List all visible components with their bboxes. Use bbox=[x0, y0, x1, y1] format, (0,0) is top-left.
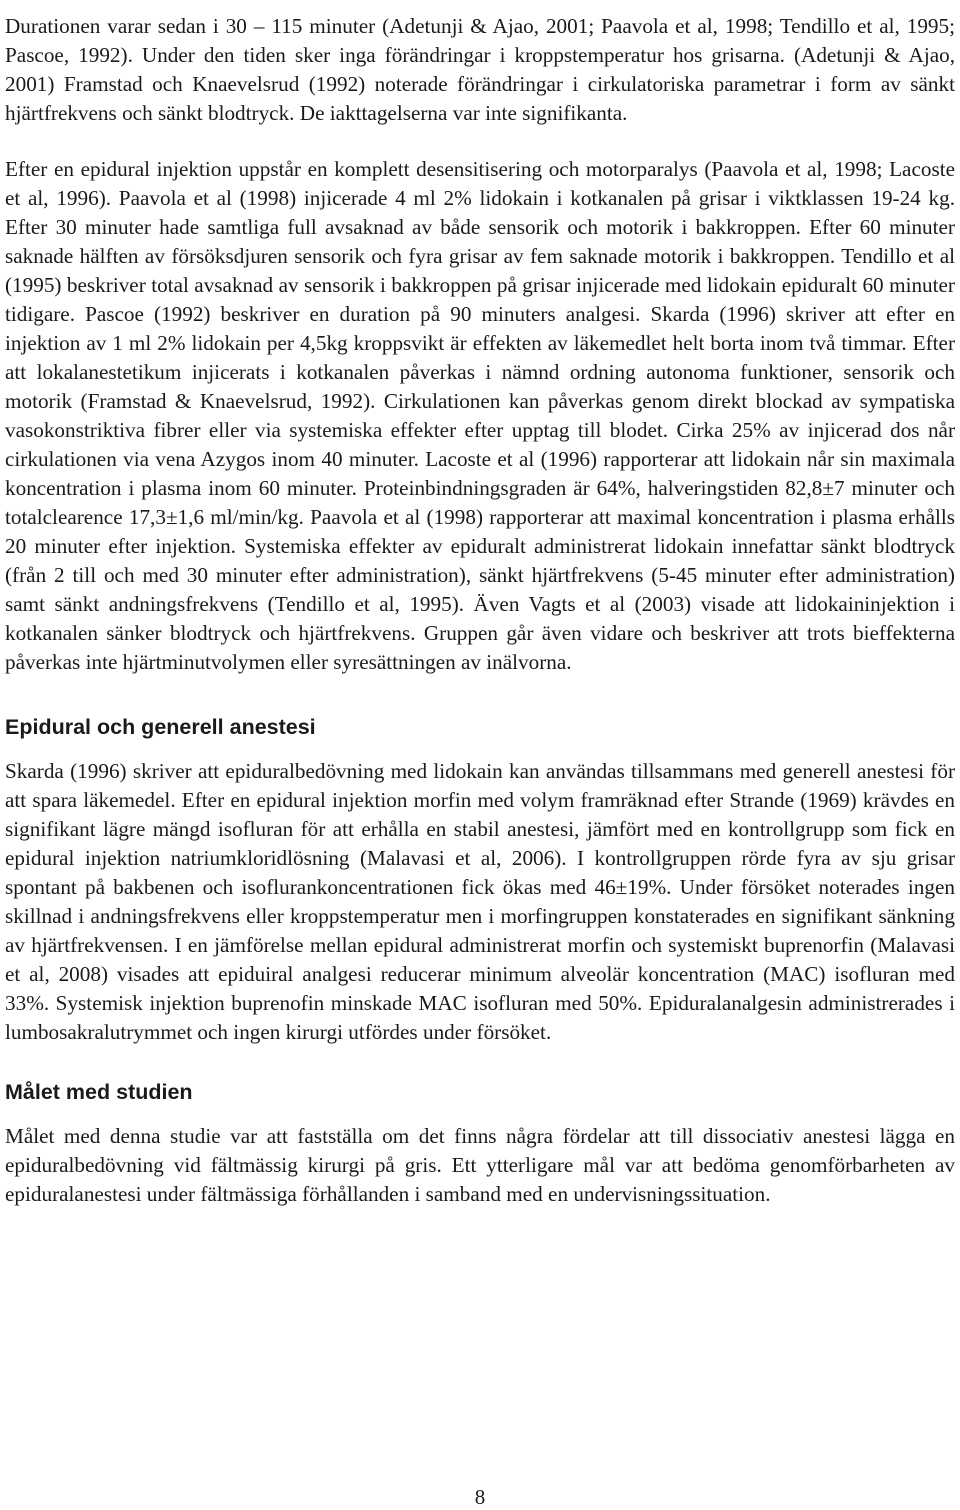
section-heading-epidural-general-anesthesia: Epidural och generell anestesi bbox=[5, 715, 316, 739]
body-paragraph-epidural-general-anesthesia: Skarda (1996) skriver att epiduralbedövning med lidokain kan användas tillsammans med generell anestesi för att spara läkemedel. Efter en epidural injektion morfin med volym framräknad efter Strande (1969) krävdes en signifikant lägre mängd isofluran för att erhålla en stabil anestesi, jämfört med en kontrollgrupp som fick en epidural injektion natriumkloridlösning (Malavasi et al, 2006). I kontrollgruppen rörde fyra av sju grisar spontant på bakbenen och isoflurankoncentrationen fick ökas med 46±19%. Under försöket noterades ingen skillnad i andningsfrekvens eller kroppstemperatur men i morfingruppen konstaterades en signifikant sänkning av hjärtfrekvensen. I en jämförelse mellan epidural administrerat morfin och systemiskt buprenorfin (Malavasi et al, 2008) visades att epiduiral analgesi reducerar minimum alveolär koncentration (MAC) isofluran med 33%. Systemisk injektion buprenofin minskade MAC isofluran med 50%. Epiduralanalgesin administrerades i lumbosakralutrymmet och ingen kirurgi utfördes under försöket. bbox=[5, 759, 955, 1044]
body-paragraph-study-aim: Målet med denna studie var att fastställa om det finns några fördelar att till dissociativ anestesi lägga en epiduralbedövning vid fältmässig kirurgi på gris. Ett ytterligare mål var att bedöma genomförbarheten av epiduralanestesi under fältmässiga förhållanden i samband med en undervisningssituation. bbox=[5, 1124, 955, 1206]
body-paragraph-duration: Durationen varar sedan i 30 – 115 minuter (Adetunji & Ajao, 2001; Paavola et al, 1998; Tendillo et al, 1995; Pascoe, 1992). Under den tiden sker inga förändringar i kroppstemperatur hos grisarna. (Adetunji & Ajao, 2001) Framstad och Knaevelsrud (1992) noterade förändringar i cirkulatoriska parametrar i form av sänkt hjärtfrekvens och sänkt blodtryck. De iakttagelserna var inte signifikanta. bbox=[5, 14, 955, 125]
document-page bbox=[5, 0, 955, 1209]
section-heading-study-aim: Målet med studien bbox=[5, 1080, 193, 1104]
page-number: 8 bbox=[474, 1485, 486, 1509]
body-paragraph-epidural-injection: Efter en epidural injektion uppstår en komplett desensitisering och motorparalys (Paavola et al, 1998; Lacoste et al, 1996). Paavola et al (1998) injicerade 4 ml 2% lidokain i kotkanalen på grisar i viktklassen 19-24 kg. Efter 30 minuter hade samtliga full avsaknad av både sensorik och motorik i bakkroppen. Efter 60 minuter saknade hälften av försöksdjuren sensorik och fyra grisar av fem saknade motorik i bakkroppen. Tendillo et al (1995) beskriver total avsaknad av sensorik i bakkroppen på grisar injicerade med lidokain epiduralt 60 minuter tidigare. Pascoe (1992) beskriver en duration på 90 minuters analgesi. Skarda (1996) skriver att efter en injektion av 1 ml 2% lidokain per 4,5kg kroppsvikt är effekten av läkemedlet helt borta inom två timmar. Efter att lokalanestetikum injicerats i kotkanalen påverkas i nämnd ordning autonoma funktioner, sensorik och motorik (Framstad & Knaevelsrud, 1992). Cirkulationen kan påverkas genom direkt blockad av sympatiska vasokonstriktiva fibrer eller via systemiska effekter efter upptag till blodet. Cirka 25% av injicerad dos når cirkulationen via vena Azygos inom 40 minuter. Lacoste et al (1996) rapporterar att lidokain når sin maximala koncentration i plasma inom 60 minuter. Proteinbindningsgraden är 64%, halveringstiden 82,8±7 minuter och totalclearence 17,3±1,6 ml/min/kg. Paavola et al (1998) rapporterar att maximal koncentration i plasma erhålls 20 minuter efter injektion. Systemiska effekter av epiduralt administrerat lidokain innefattar sänkt blodtryck (från 2 till och med 30 minuter efter administration), sänkt hjärtfrekvens (5-45 minuter efter administration) samt sänkt andningsfrekvens (Tendillo et al, 1995). Även Vagts et al (2003) visade att lidokaininjektion i kotkanalen sänker blodtryck och hjärtfrekvens. Gruppen går även vidare och beskriver att trots bieffekterna påverkas inte hjärtminutvolymen eller syresättningen av inälvorna. bbox=[5, 157, 955, 674]
